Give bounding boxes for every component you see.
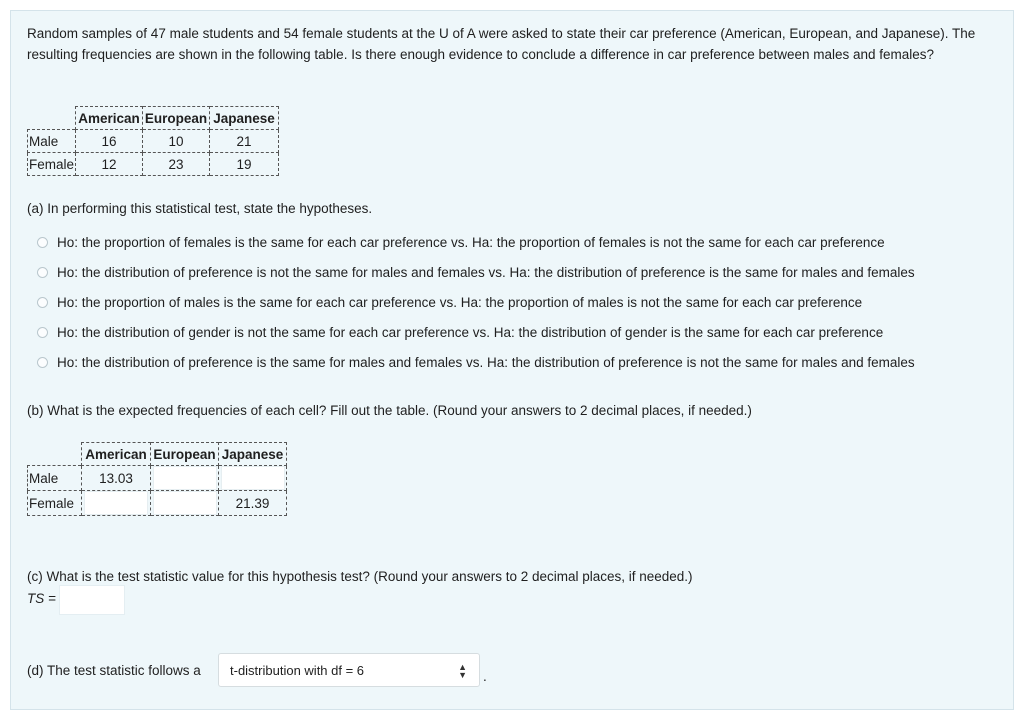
question-intro: Random samples of 47 male students and 54 female students at the U of A were asked to state their car preference (American, European, and Japanese). The resulting frequencies are shown in the following table. Is there enough evidence to conclude a difference in car preference between males and females?	[27, 26, 976, 62]
table-corner	[28, 107, 76, 130]
expected-input-male-japanese[interactable]	[221, 466, 285, 490]
part-d-prompt: (d) The test statistic follows a	[27, 663, 201, 678]
part-a-prompt: (a) In performing this statistical test, state the hypotheses.	[27, 201, 373, 216]
option-label: Ho: the proportion of males is the same for each car preference vs. Ha: the proportion of males is not the same for each car preference	[57, 294, 863, 310]
radio-button[interactable]	[37, 237, 48, 248]
hypotheses-options	[37, 227, 915, 377]
option-label: Ho: the distribution of preference is not the same for males and females vs. Ha: the distribution of preference is the same for males and females	[57, 264, 915, 280]
expected-cell	[219, 466, 287, 491]
column-header: American	[82, 443, 151, 466]
row-label: Female	[28, 491, 82, 516]
table-row	[28, 153, 279, 176]
part-b-prompt: (b) What is the expected frequencies of each cell? Fill out the table. (Round your answers to 2 decimal places, if needed.)	[27, 403, 752, 418]
radio-button[interactable]	[37, 327, 48, 338]
column-header: Japanese	[219, 443, 287, 466]
expected-cell	[82, 491, 151, 516]
expected-cell	[151, 491, 219, 516]
table-cell: 21	[210, 130, 279, 153]
row-label: Female	[28, 153, 76, 176]
table-cell: 10	[143, 130, 210, 153]
table-cell: 19	[210, 153, 279, 176]
hypothesis-option[interactable]	[37, 287, 915, 317]
question-panel	[10, 10, 1014, 710]
column-header: American	[76, 107, 143, 130]
table-cell: 16	[76, 130, 143, 153]
hypothesis-option[interactable]	[37, 317, 915, 347]
select-value: t-distribution with df = 6	[230, 662, 365, 678]
option-label: Ho: the proportion of females is the same for each car preference vs. Ha: the proportion of females is not the same for each car preference	[57, 234, 885, 250]
table-cell: 23	[143, 153, 210, 176]
select-arrows-icon: ▲ ▼	[458, 662, 467, 680]
table-row	[28, 491, 287, 516]
sentence-period: .	[483, 669, 487, 684]
column-header: European	[151, 443, 219, 466]
expected-input-female-japanese[interactable]: 21.39	[219, 491, 287, 516]
expected-input-male-european[interactable]	[153, 466, 217, 490]
row-label: Male	[28, 466, 82, 491]
expected-frequency-table	[27, 442, 287, 516]
column-header: European	[143, 107, 210, 130]
table-corner	[28, 443, 82, 466]
expected-input-female-american[interactable]	[84, 491, 148, 515]
part-c-prompt: (c) What is the test statistic value for this hypothesis test? (Round your answers to 2 decimal places, if needed.)	[27, 569, 693, 584]
expected-input-male-american[interactable]: 13.03	[82, 466, 151, 491]
hypothesis-option[interactable]	[37, 227, 915, 257]
radio-button[interactable]	[37, 357, 48, 368]
expected-cell	[151, 466, 219, 491]
distribution-select[interactable]	[218, 653, 480, 687]
option-label: Ho: the distribution of preference is the same for males and females vs. Ha: the distribution of preference is not the same for males and females	[57, 354, 915, 370]
hypothesis-option[interactable]	[37, 257, 915, 287]
row-label: Male	[28, 130, 76, 153]
option-label: Ho: the distribution of gender is not the same for each car preference vs. Ha: the distribution of gender is the same for each car preference	[57, 324, 884, 340]
expected-input-female-european[interactable]	[153, 491, 217, 515]
table-row	[28, 130, 279, 153]
ts-label: TS =	[27, 591, 56, 606]
table-cell: 12	[76, 153, 143, 176]
table-row	[28, 466, 287, 491]
radio-button[interactable]	[37, 297, 48, 308]
test-statistic-input[interactable]	[59, 585, 125, 615]
observed-frequency-table	[27, 106, 279, 176]
hypothesis-option[interactable]	[37, 347, 915, 377]
column-header: Japanese	[210, 107, 279, 130]
radio-button[interactable]	[37, 267, 48, 278]
